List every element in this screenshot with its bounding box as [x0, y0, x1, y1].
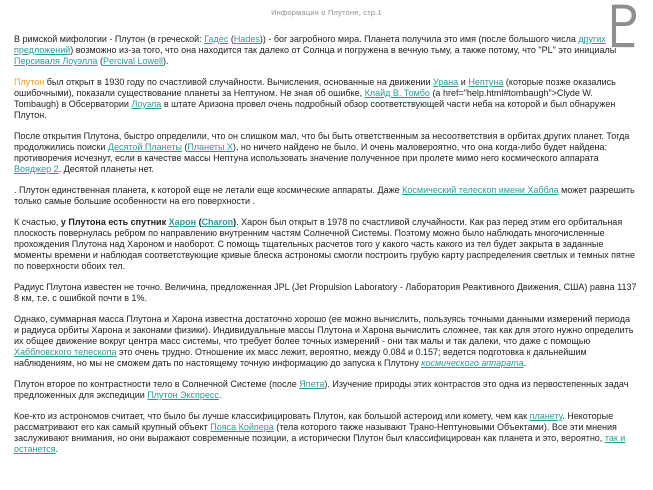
paragraph	[14, 411, 637, 455]
link[interactable]: других предложений	[14, 34, 606, 55]
text-segment: )	[233, 217, 237, 227]
link[interactable]: Япета	[299, 379, 325, 389]
link[interactable]: космического аппарата	[421, 358, 524, 368]
link[interactable]: Персиваля Лоуэлла	[14, 56, 98, 66]
link[interactable]: Плутон Экспресс	[147, 390, 219, 400]
text-segment: у Плутона есть спутник	[60, 217, 169, 227]
text-segment: Плутон	[14, 77, 45, 87]
link[interactable]: Вояджер 2	[14, 164, 59, 174]
text-segment: . Плутон единственная планета, к которой еще не летали еще космические аппараты. Даже	[14, 185, 403, 195]
paragraph	[14, 131, 637, 175]
link[interactable]: Charon	[201, 217, 234, 227]
link[interactable]: Hades	[233, 34, 260, 44]
paragraph	[14, 34, 637, 67]
paragraph	[14, 77, 637, 121]
text-segment: Однако, суммарная масса Плутона и Харона известна достаточно хорошо (ее можно вычислить, пользуясь точными данными измерений периода и радиуса орбиты Харона и законами физики). Индивидуальные массы Плутона и Харона вычислить сложнее, так как для этого нужно определить их общее движение вокруг центра масс системы, что требует более точных измерений - они так малы и так далеки, что даже с помощью	[14, 314, 634, 346]
link[interactable]: Лоуэла	[131, 99, 162, 109]
link[interactable]: Пояса Койпера	[210, 422, 274, 432]
text-segment: . Некоторые рассматривают его как самый крупный объект	[14, 411, 614, 432]
text-segment: К счастью,	[14, 217, 61, 227]
paragraph	[14, 217, 637, 272]
link[interactable]: планету	[529, 411, 563, 421]
link[interactable]: Клайд В. Томбо	[364, 88, 430, 98]
link[interactable]: Урана	[432, 77, 459, 87]
text-segment: .	[523, 358, 527, 368]
link[interactable]: Нептуна	[468, 77, 504, 87]
text-segment: (	[97, 56, 103, 66]
document-body	[14, 34, 637, 465]
text-segment: .	[55, 444, 59, 454]
paragraph	[14, 185, 637, 207]
text-segment: .	[218, 390, 222, 400]
text-segment: это очень трудно. Отношение их масс лежит, вероятно, между 0.084 и 0.157; ведется подготовка к дальнейшим наблюдениям, но мы не сможем дать по настоящему точную информацию до запуска к Плутону	[14, 347, 587, 368]
link[interactable]: Харон	[168, 217, 197, 227]
link[interactable]: Космический телескоп имени Хаббла	[402, 185, 559, 195]
paragraph	[14, 314, 637, 369]
text-segment: Кое-кто из астрономов считает, что было бы лучше классифицировать Плутон, как большой астероид или комету, чем как	[14, 411, 530, 421]
text-segment: (тела которого также называют Трано-Нептуновыми Объектами). Все эти мнения заслуживают внимания, но они выражают современные позиции, а исторически Плутон был классифицирован как планета и это, вероятно,	[14, 422, 617, 443]
text-segment: (	[228, 34, 234, 44]
text-segment: (которые позже оказались ошибочными), показали существование планеты за Нептуном. Не зная об ошибке,	[14, 77, 616, 98]
link[interactable]: Десятой Планеты	[107, 142, 182, 152]
text-segment: был открыт в 1930 году по счастливой случайности. Вычисления, основанные на движении	[44, 77, 433, 87]
text-segment: ). Изучение природы этих контрастов это одна из первостепенных задач предложенных для экспедиции	[14, 379, 629, 400]
link[interactable]: Percival Lowell	[102, 56, 163, 66]
text-segment: )) - бог загробного мира. Планета получила это имя (после большого числа	[259, 34, 579, 44]
pluto-symbol-icon: ♇	[598, 0, 650, 61]
text-segment: и	[458, 77, 469, 87]
text-segment: (	[181, 142, 188, 152]
text-segment: (	[196, 217, 202, 227]
text-segment: может разрешить только самые большие особенности на его поверхности .	[14, 185, 635, 206]
link[interactable]: Хаббловского телескопа	[14, 347, 117, 357]
paragraph	[14, 379, 637, 401]
link[interactable]: Гадес	[204, 34, 229, 44]
text-segment: Плутон второе по контрастности тело в Солнечной Системе (после	[14, 379, 300, 389]
text-segment: Радиус Плутона известен не точно. Величина, предложенная JPL (Jet Propulsion Laboratory - Лаборатория Реактивного Движения, США) равна 1137 8 км, т.е. с ошибкой почти в 1%.	[14, 282, 637, 303]
link[interactable]: так и останется	[14, 433, 626, 454]
text-segment: ), но ничего найдено не было. И очень маловероятно, что она когда-либо будет найдена: противоречия исчезнут, если в качестве массы Нептуна использовать значение полученное при пролете мимо него космического аппарата	[14, 142, 608, 163]
text-segment: (a href="help.html#tombaugh">Clyde W. Tombaugh) в Обсерватории	[14, 88, 593, 109]
text-segment: ).	[162, 56, 169, 66]
paragraph	[14, 282, 637, 304]
text-segment: . Десятой планеты нет.	[58, 164, 154, 174]
text-segment: . Харон был открыт в 1978 по счастливой случайности. Как раз перед этим его орбитальная плоскость повернулась ребром по направлению внутренним частям Солнечной Системы. Поэтому можно было наблюдать многочисленные прохождения Плутона над Хароном и наоборот. С помощь тщательных расчетов того у какого часть какого из тел будет закрыта в заданные моменты времени и наблюдая соответствующие кривые блеска астрономы смогли построить грубую карту распределения светлых и темных пятне по поверхности обоих тел.	[14, 217, 636, 271]
link[interactable]: Планеты X	[187, 142, 233, 152]
text-segment: в штате Аризона провел очень подробный обзор соответствующей части неба на которой и был обнаружен Плутон.	[14, 99, 616, 120]
text-segment: После открытия Плутона, быстро определили, что он слишком мал, что бы быть ответственным за несоответствия в орбитах других планет. Тогда продолжились поиски	[14, 131, 630, 152]
page-title: Информация о Плутоне, стр.1	[271, 8, 382, 17]
text-segment: В римской мифологии - Плутон (в греческой:	[14, 34, 205, 44]
text-segment: ) возможно из-за того, что она находится так далеко от Солнца и погружена в вечную тьму, а также потому, что "PL" это инициалы	[70, 45, 617, 55]
